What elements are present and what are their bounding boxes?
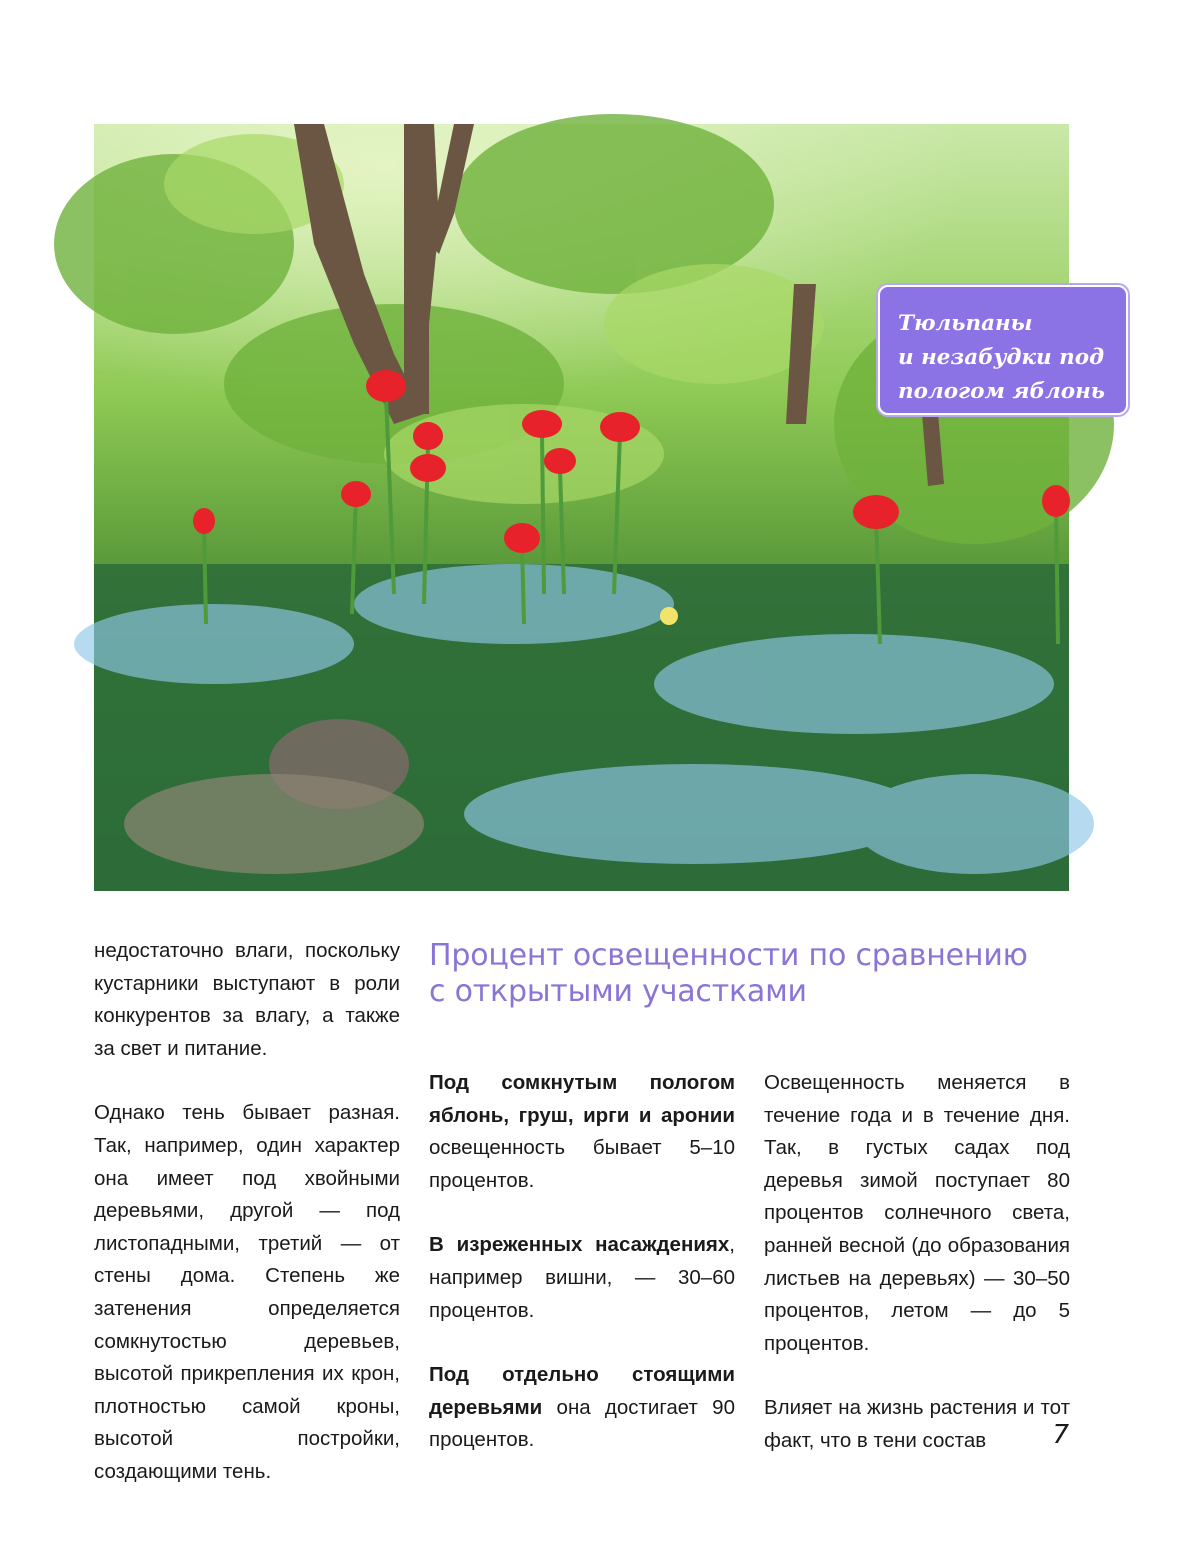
paragraph-text: она достигает 90 процентов.: [429, 1395, 735, 1452]
paragraph-text: , например вишни, — 30–60 процентов.: [429, 1233, 735, 1322]
paragraph: Однако тень бывает разная. Так, например, один характер она имеет под хвойными деревьями, другой — под листопадными, третий — от стены дома. Степень же затенения определяется сомкнутостью деревьев, высотой прикрепления их крон, плотностью самой кроны, высотой постройки, создающими тень.: [94, 1101, 400, 1483]
page-number: 7: [1052, 1420, 1069, 1450]
bold-term: Под отдельно стоящими деревьями: [429, 1363, 735, 1419]
text-column-3: [764, 1067, 1070, 1458]
photo-caption-box: [878, 285, 1128, 415]
photo-caption: Тюльпаны и незабудки под пологом яблонь: [898, 311, 1105, 404]
text-column-2: [429, 1067, 735, 1457]
garden-photo: [94, 124, 1105, 891]
paragraph: [429, 1359, 735, 1457]
bold-term: В изреженных насаждениях: [429, 1233, 730, 1257]
paragraph: [429, 1067, 735, 1197]
garden-photo-illustration: [94, 124, 1069, 891]
paragraph: Влияет на жизнь растения и тот факт, что в тени состав: [764, 1396, 1070, 1452]
section-heading-line-1: Процент освещенности по сравнению: [429, 938, 1028, 973]
section-heading-line-2: с открытыми участками: [429, 974, 807, 1009]
paragraph: недостаточно влаги, поскольку кустарники выступают в роли конкурентов за влагу, а также за свет и питание.: [94, 939, 400, 1060]
section-heading: [429, 938, 1069, 1010]
paragraph: Освещенность меняется в течение года и в течение дня. Так, в густых садах под деревья зимой поступает 80 процентов солнечного света, ранней весной (до образования листьев на деревьях) — 30–50 процентов, летом — до 5 процентов.: [764, 1071, 1070, 1355]
text-column-1: [94, 935, 400, 1489]
paragraph-text: освещенность бывает 5–10 процентов.: [429, 1136, 735, 1192]
paragraph: [429, 1229, 735, 1327]
bold-term: Под сомкнутым пологом яблонь, груш, ирги и аронии: [429, 1071, 735, 1127]
